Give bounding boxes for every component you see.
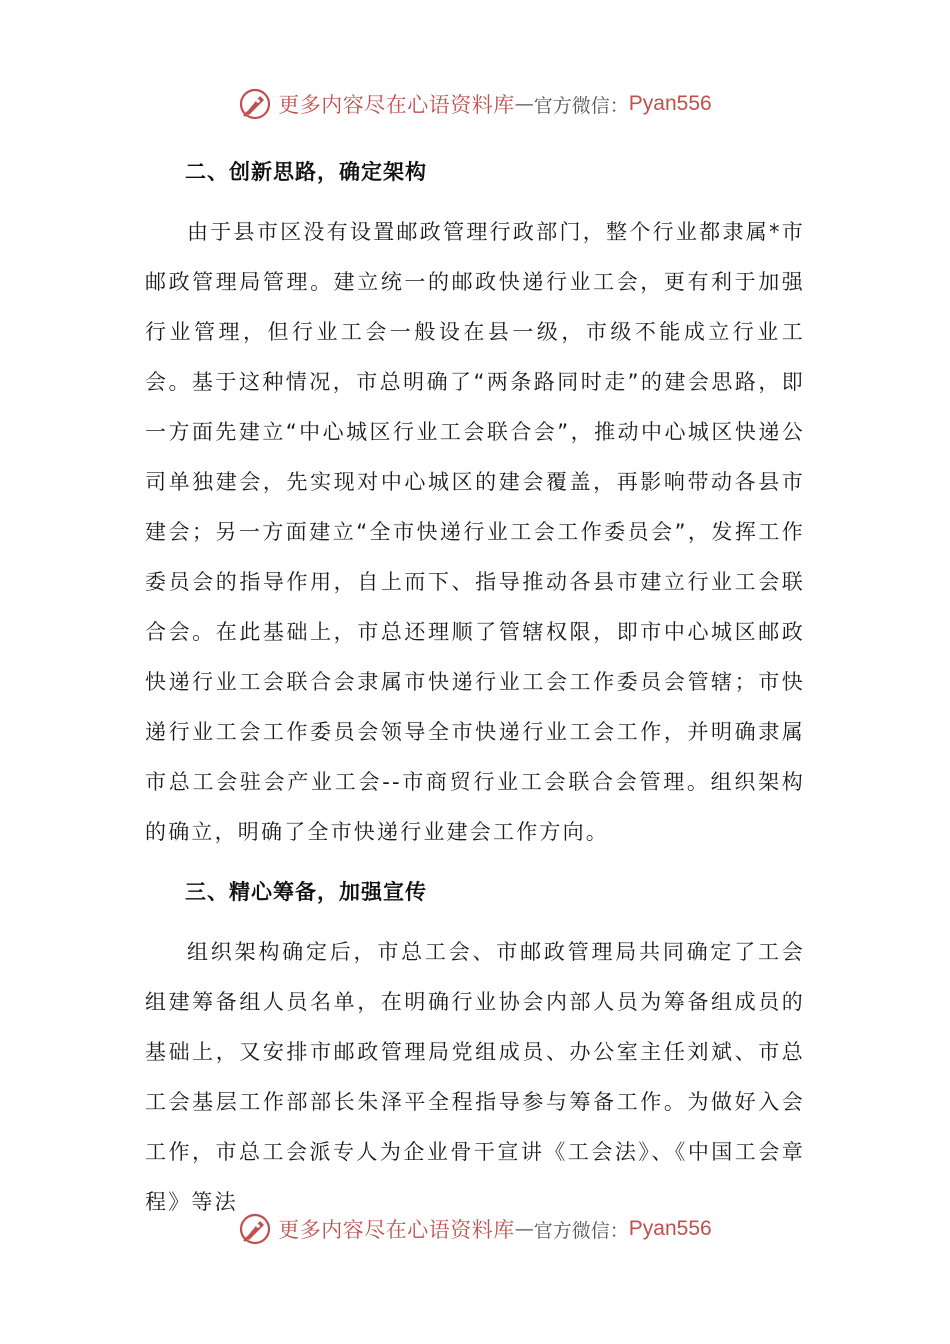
- banner-account: Pyan556: [628, 92, 712, 115]
- header-banner: [0, 84, 950, 124]
- section-2-paragraph: 由于县市区没有设置邮政管理行政部门，整个行业都隶属*市邮政管理局管理。建立统一的邮政快递行业工会，更有利于加强行业管理，但行业工会一般设在县一级，市级不能成立行业工会。基于这种情况，市总明确了“两条路同时走”的建会思路，即一方面先建立“中心城区行业工会联合会”，推动中心城区快递公司单独建会，先实现对中心城区的建会覆盖，再影响带动各县市建会；另一方面建立“全市快递行业工会工作委员会”，发挥工作委员会的指导作用，自上而下、指导推动各县市建立行业工会联合会。在此基础上，市总还理顺了管辖权限，即市中心城区邮政快递行业工会联合会隶属市快递行业工会工作委员会管辖；市快递行业工会工作委员会领导全市快递行业工会工作，并明确隶属市总工会驻会产业工会--市商贸行业工会联合会管理。组织架构的确立，明确了全市快递行业建会工作方向。: [145, 220, 805, 844]
- banner-dash: —: [514, 93, 534, 115]
- banner-account: Pyan556: [628, 1217, 712, 1240]
- section-3-paragraph: 组织架构确定后，市总工会、市邮政管理局共同确定了工会组建筹备组人员名单，在明确行业协会内部人员为筹备组成员的基础上，又安排市邮政管理局党组成员、办公室主任刘斌、市总工会基层工作部部长朱泽平全程指导参与筹备工作。为做好入会工作，市总工会派专人为企业骨干宣讲《工会法》、《中国工会章程》等法: [145, 940, 805, 1214]
- footer-banner: [0, 1209, 950, 1249]
- banner-label: 官方微信：: [533, 94, 629, 117]
- banner-dash: —: [514, 1218, 534, 1240]
- banner-label: 官方微信：: [533, 1219, 629, 1242]
- pen-nib-logo-icon: [238, 1212, 272, 1246]
- pen-nib-logo-icon: [238, 87, 272, 121]
- banner-site-text: 更多内容尽在心语资料库: [278, 1218, 515, 1242]
- section-3-heading: 三、精心筹备，加强宣传: [185, 880, 427, 904]
- section-2-heading: 二、创新思路，确定架构: [185, 160, 427, 184]
- banner-site-text: 更多内容尽在心语资料库: [278, 93, 515, 117]
